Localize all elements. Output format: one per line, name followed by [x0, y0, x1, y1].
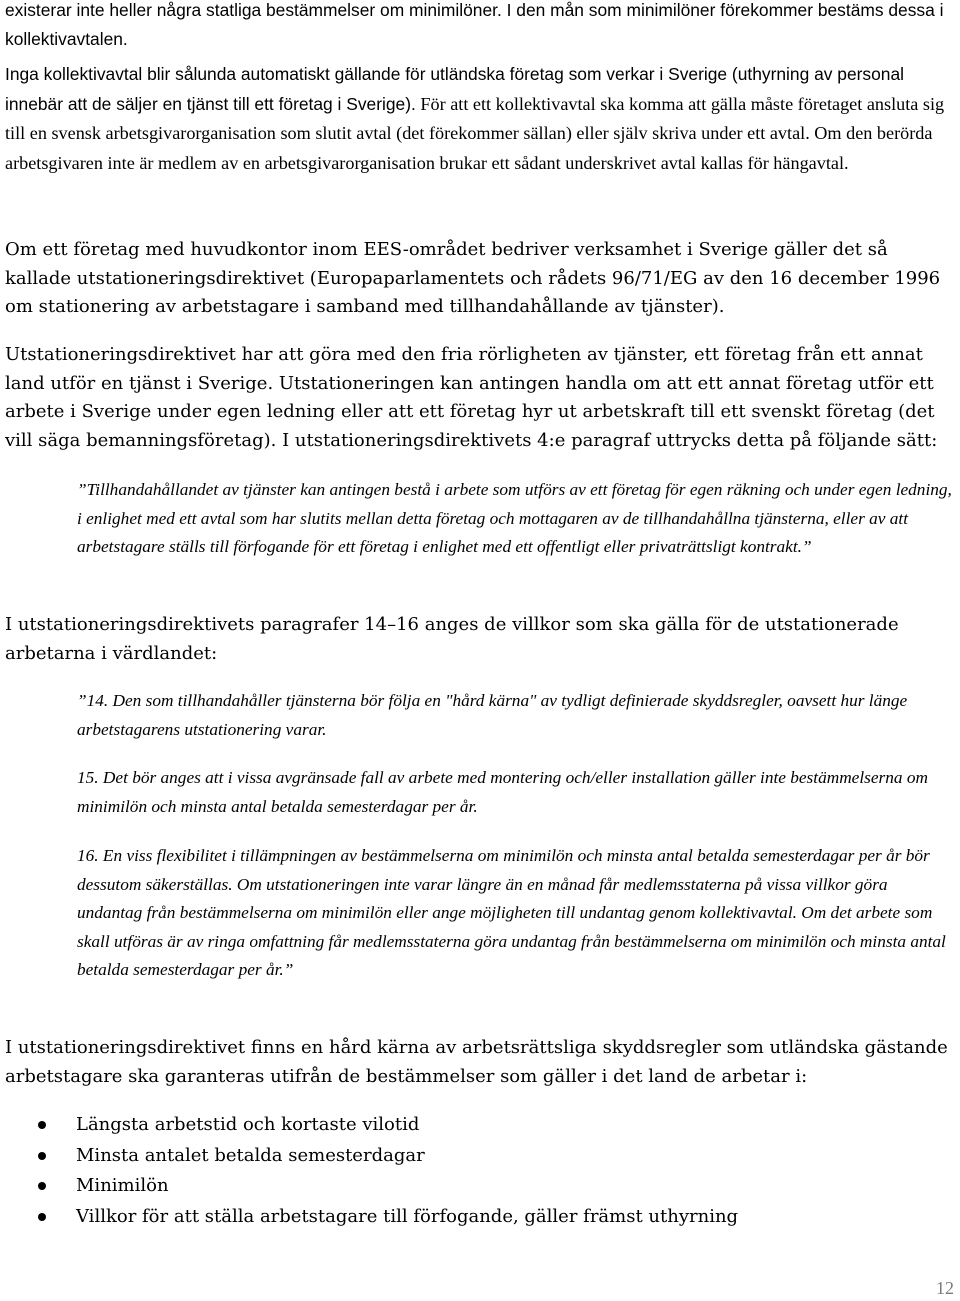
list-item — [38, 1202, 938, 1233]
bullet-icon — [38, 1182, 46, 1190]
list-item-text: Minsta antalet betalda semesterdagar — [76, 1144, 425, 1166]
paragraph-posting-directive: Utstationeringsdirektivet har att göra med den fria rörligheten av tjänster, ett företag från ett annat land utför en tjänst i Sverige. Utstationeringen kan antingen handla om att ett annat företag utför ett arbete i Sverige under egen ledning eller att ett företag hyr ut arbetskraft till ett svenskt företag (det vill säga bemanningsföretag). I utstationeringsdirektivets 4:e paragraf uttrycks detta på följande sätt: — [5, 344, 938, 451]
paragraph-hard-core: I utstationeringsdirektivet finns en hård kärna av arbetsrättsliga skyddsregler som utländska gästande arbetstagare ska garanteras utifrån de bestämmelser som gäller i det land de arbetar i: — [5, 1037, 948, 1087]
hard-core-list — [38, 1110, 938, 1232]
quote-article-14: ”14. Den som tillhandahåller tjänsterna bör följa en "hård kärna" av tydligt definierade skyddsregler, oavsett hur länge arbetstagarens utstationering varar. — [77, 691, 908, 739]
list-item — [38, 1110, 938, 1141]
bullet-icon — [38, 1152, 46, 1160]
paragraph-collective-agreements-part2: För att ett kollektivavtal ska komma att gälla måste företaget ansluta sig till en svensk arbetsgivarorganisation som slutit avtal (det förekommer sällan) eller själv skriva under ett avtal. Om den berörda arbetsgivaren inte är medlem av en arbetsgivarorganisation brukar ett sådant underskrivet avtal kallas för hängavtal. — [5, 93, 945, 173]
list-item-text: Minimilön — [76, 1175, 169, 1197]
list-item-text: Villkor för att ställa arbetstagare till förfogande, gäller främst uthyrning — [76, 1205, 739, 1227]
page-number: 12 — [936, 1278, 954, 1298]
quote-article-16: 16. En viss flexibilitet i tillämpningen av bestämmelserna om minimilön och minsta antal betalda semesterdagar per år bör dessutom säkerställas. Om utstationeringen inte varar längre än en månad får medlemsstaterna på vissa villkor göra undantag från bestämmelserna om minimilön eller ange möjligheten till undantag genom kollektivavtal. Om det arbete som skall utföras är av ringa omfattning får medlemsstaterna göra undantag från bestämmelserna om minimilön och minsta antal betalda semesterdagar per år.” — [77, 846, 946, 979]
list-item-text: Längsta arbetstid och kortaste vilotid — [76, 1114, 420, 1135]
paragraph-minimum-wages: existerar inte heller några statliga bestämmelser om minimilöner. I den mån som minimilöner förekommer bestäms dessa i kollektivavtalen. — [5, 0, 944, 49]
paragraph-ees-directive: Om ett företag med huvudkontor inom EES-området bedriver verksamhet i Sverige gäller det så kallade utstationeringsdirektivet (Europaparlamentets och rådets 96/71/EG av den 16 december 1996 om stationering av arbetstagare i samband med tillhandahållande av tjänster). — [5, 239, 941, 318]
list-item — [38, 1171, 938, 1202]
paragraph-collective-agreements-part1: Inga kollektivavtal blir sålunda automatiskt gällande för utländska företag som verkar i Sverige (uthyrning av personal innebär att de säljer en tjänst till ett företag i Sverige). — [5, 64, 904, 114]
paragraph-collective-agreements — [5, 60, 955, 178]
bullet-icon — [38, 1213, 46, 1221]
paragraph-articles-14-16: I utstationeringsdirektivets paragrafer 14–16 anges de villkor som ska gälla för de utstationerade arbetarna i värdlandet: — [5, 614, 899, 664]
quote-article-15: 15. Det bör anges att i vissa avgränsade fall av arbete med montering och/eller installation gäller inte bestämmelserna om minimilön och minsta antal betalda semesterdagar per år. — [77, 768, 929, 816]
list-item — [38, 1141, 938, 1172]
bullet-icon — [38, 1121, 46, 1129]
quote-article-definition: ”Tillhandahållandet av tjänster kan antingen bestå i arbete som utförs av ett företag för egen räkning och under egen ledning, i enlighet med ett avtal som har slutits mellan detta företag och mottagaren av de tillhandahållna tjänsterna, eller av att arbetstagare ställs till förfogande för ett företag i enlighet med ett offentligt eller privaträttsligt kontrakt.” — [77, 480, 952, 556]
